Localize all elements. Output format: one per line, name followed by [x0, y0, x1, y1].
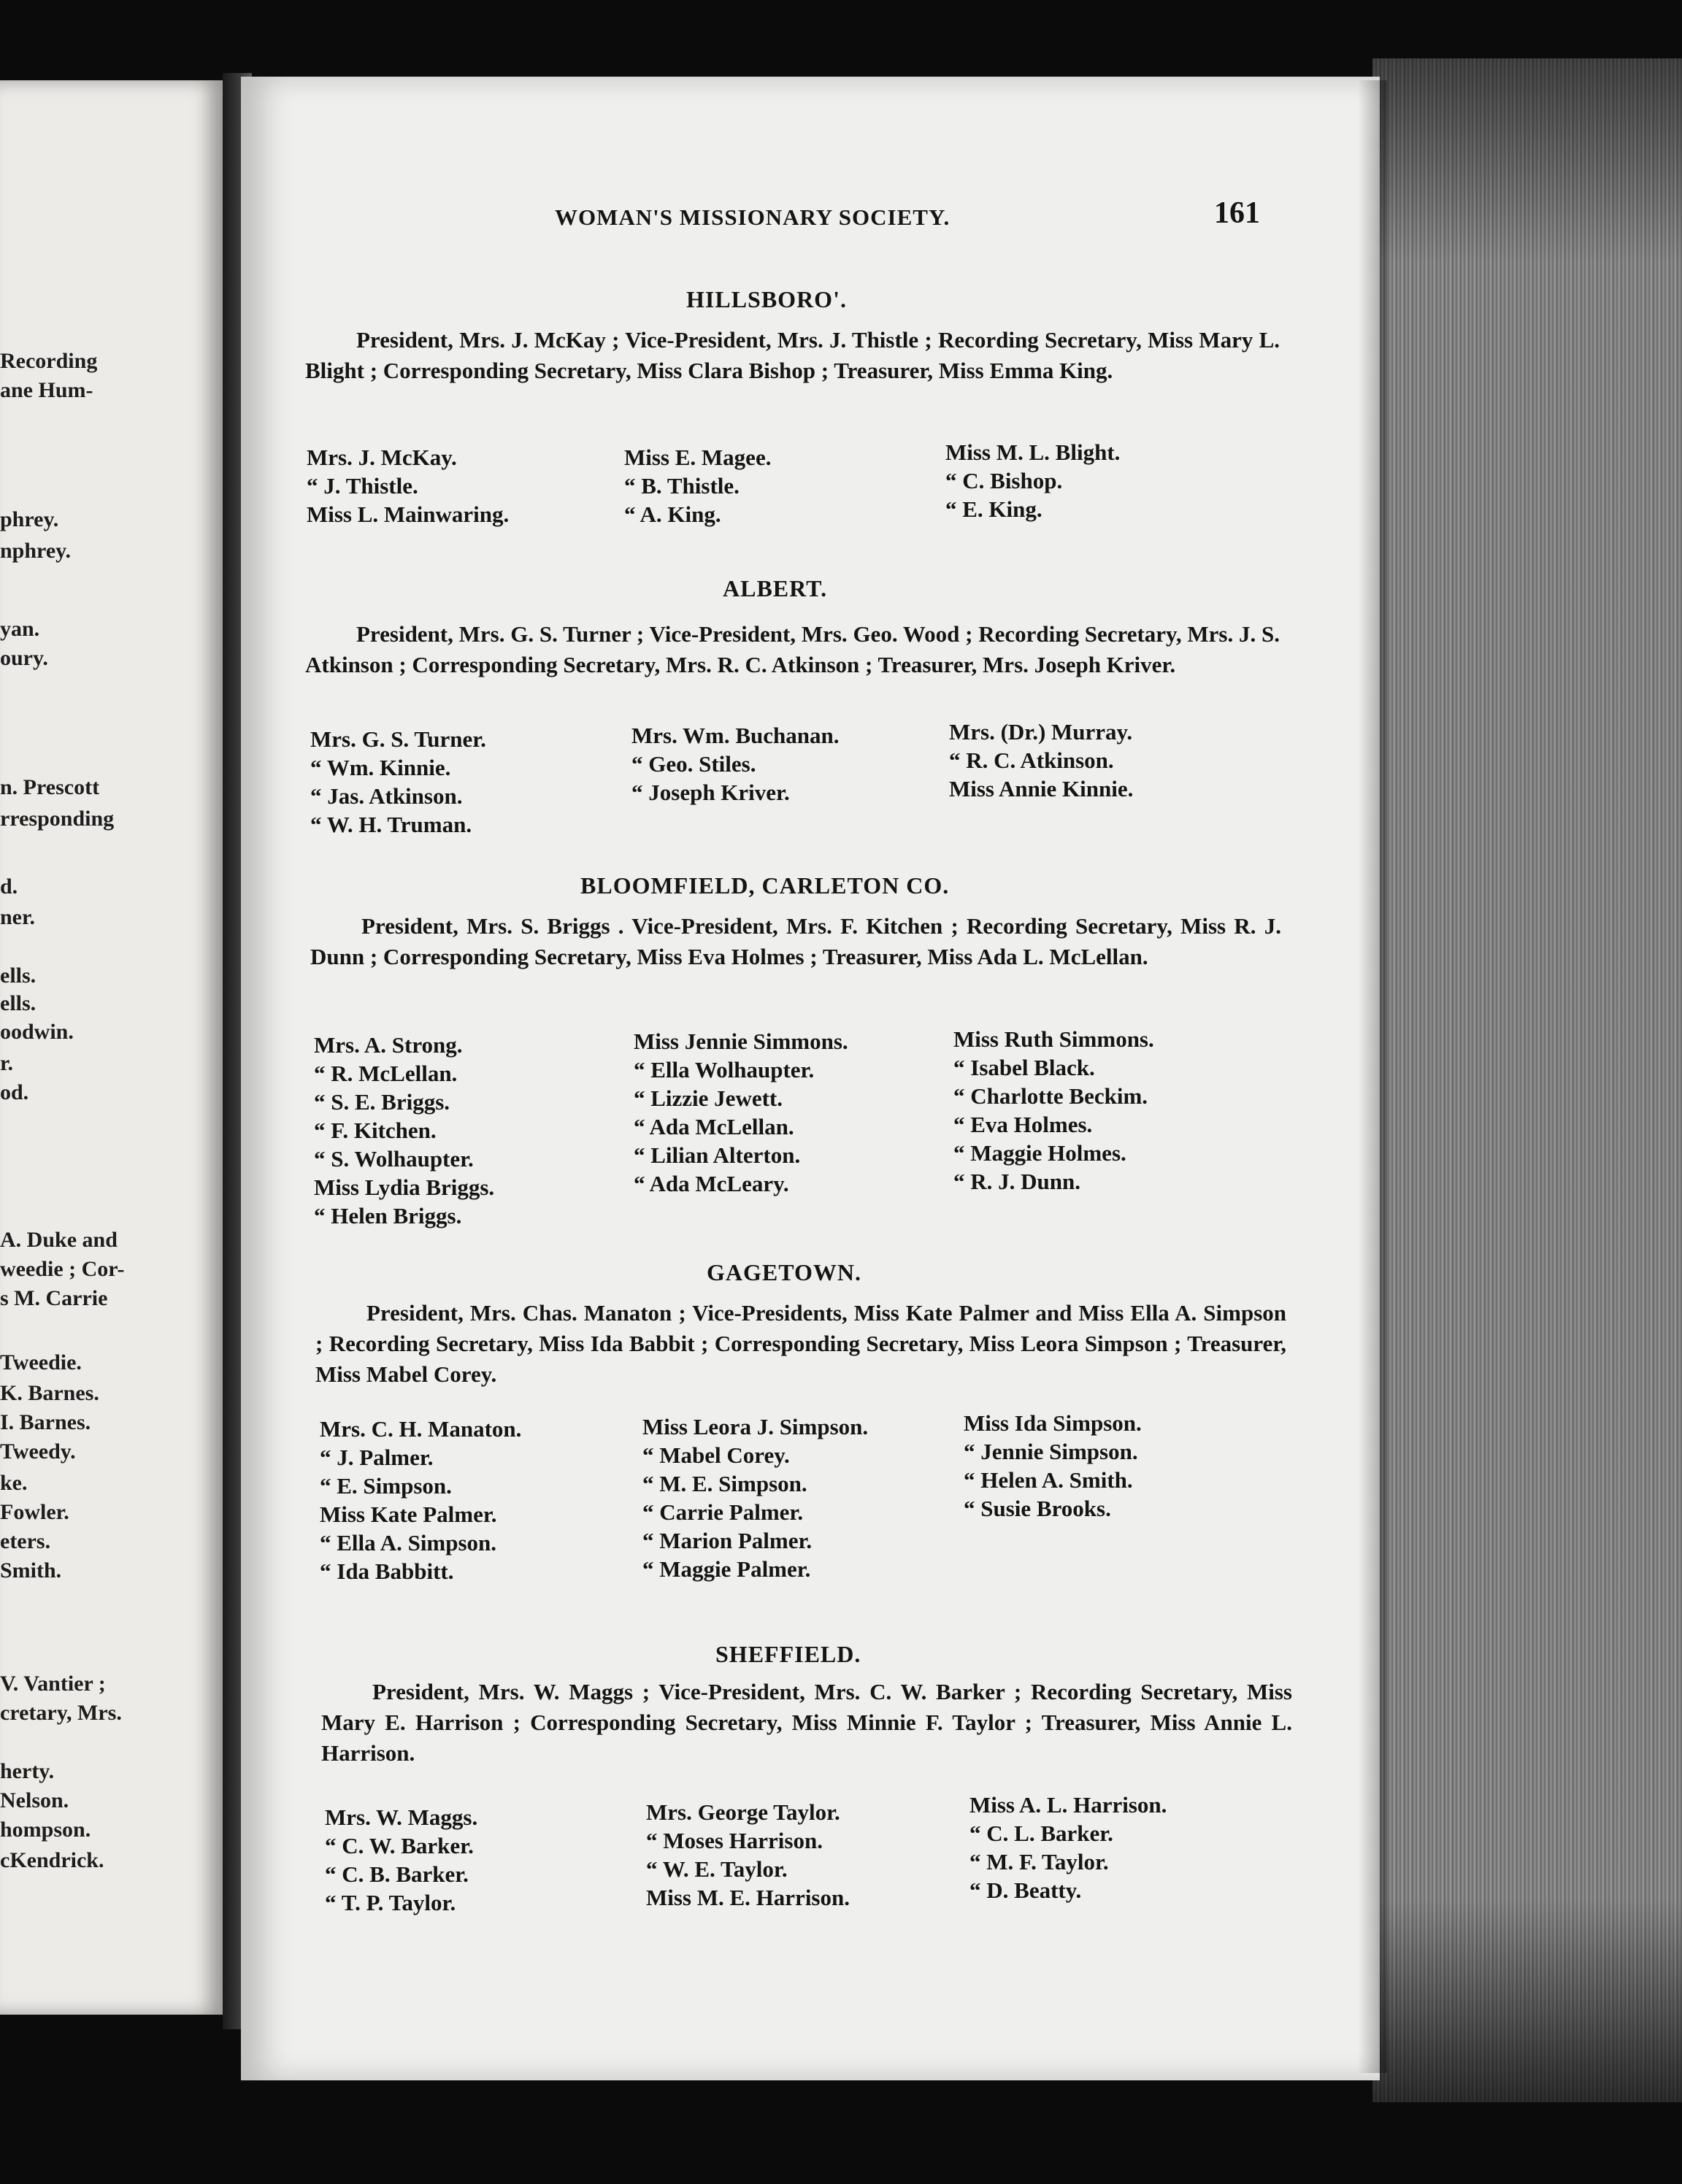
member-column	[969, 1791, 1167, 1904]
page-number: 161	[1214, 196, 1260, 230]
member-name: “ Lilian Alterton.	[634, 1142, 801, 1168]
left-fragment: Fowler.	[0, 1500, 69, 1524]
member-name: Miss M. E. Harrison.	[646, 1885, 850, 1910]
member-column	[325, 1803, 477, 1917]
member-name: “ E. Simpson.	[320, 1473, 452, 1499]
member-name: “ Maggie Palmer.	[642, 1556, 811, 1582]
left-fragment: Nelson.	[0, 1788, 69, 1812]
left-fragment: weedie ; Cor-	[0, 1257, 125, 1281]
member-name: “ Susie Brooks.	[964, 1496, 1111, 1521]
member-name: “ Isabel Black.	[953, 1055, 1095, 1080]
member-name: Miss M. L. Blight.	[945, 439, 1121, 465]
member-name: “ F. Kitchen.	[314, 1118, 437, 1143]
member-name: “ Ella Wolhaupter.	[634, 1057, 815, 1083]
member-column	[646, 1798, 850, 1912]
member-name: “ Ada McLeary.	[634, 1171, 789, 1196]
member-name: Miss Jennie Simmons.	[634, 1028, 848, 1054]
member-name: “ Eva Holmes.	[953, 1112, 1093, 1137]
member-name: “ B. Thistle.	[624, 473, 740, 499]
member-name: “ C. B. Barker.	[325, 1861, 469, 1887]
running-head: WOMAN'S MISSIONARY SOCIETY.	[555, 204, 951, 230]
member-name: “ C. W. Barker.	[325, 1833, 474, 1858]
member-name: Mrs. C. H. Manaton.	[320, 1416, 522, 1442]
member-column	[634, 1027, 848, 1198]
page-edge-shadow	[1358, 80, 1387, 2073]
member-column	[314, 1031, 494, 1230]
member-name: “ T. P. Taylor.	[325, 1890, 456, 1915]
member-name: “ C. L. Barker.	[969, 1820, 1113, 1846]
member-name: “ Charlotte Beckim.	[953, 1083, 1148, 1109]
member-name: Miss Leora J. Simpson.	[642, 1414, 869, 1439]
left-fragment: nphrey.	[0, 539, 71, 563]
member-name: “ Mabel Corey.	[642, 1442, 790, 1468]
officers-paragraph: President, Mrs. W. Maggs ; Vice-President, Mrs. C. W. Barker ; Recording Secretary, Miss Mary E. Harrison ; Corresponding Secretary, Miss Minnie F. Taylor ; Treasurer, Miss Annie L. Harrison.	[321, 1679, 1292, 1766]
member-column	[631, 721, 840, 807]
member-column	[624, 443, 771, 528]
member-name: Mrs. A. Strong.	[314, 1032, 463, 1058]
member-name: Miss L. Mainwaring.	[307, 501, 510, 527]
member-name: “ J. Thistle.	[307, 473, 418, 499]
member-name: “ W. H. Truman.	[310, 812, 472, 837]
member-name: Mrs. (Dr.) Murray.	[949, 719, 1133, 745]
section-title: HILLSBORO'.	[686, 286, 847, 312]
member-name: “ Geo. Stiles.	[631, 751, 756, 777]
member-column	[949, 718, 1133, 803]
book-page-edges	[1372, 58, 1682, 2102]
left-fragment: Tweedy.	[0, 1439, 76, 1464]
left-fragment: d.	[0, 874, 18, 899]
member-name: “ R. J. Dunn.	[953, 1169, 1080, 1194]
left-fragment: n. Prescott	[0, 775, 100, 799]
member-name: Miss Annie Kinnie.	[949, 776, 1134, 801]
member-column	[310, 725, 486, 839]
left-fragment: cKendrick.	[0, 1848, 104, 1872]
left-fragment: ells.	[0, 964, 37, 988]
member-column	[307, 443, 509, 528]
left-fragment: ells.	[0, 991, 37, 1015]
member-name: “ Carrie Palmer.	[642, 1499, 804, 1525]
left-fragment: oodwin.	[0, 1020, 74, 1044]
section-title: BLOOMFIELD, CARLETON CO.	[580, 872, 950, 899]
member-name: “ C. Bishop.	[945, 468, 1063, 493]
member-name: Miss Lydia Briggs.	[314, 1174, 495, 1200]
left-facing-page	[0, 80, 223, 2015]
member-name: “ E. King.	[945, 496, 1042, 522]
member-name: “ Joseph Kriver.	[631, 780, 790, 805]
officers-paragraph: President, Mrs. S. Briggs . Vice-President, Mrs. F. Kitchen ; Recording Secretary, Miss R. J. Dunn ; Corresponding Secretary, Miss Eva Holmes ; Treasurer, Miss Ada L. McLellan.	[310, 913, 1281, 969]
member-name: “ M. F. Taylor.	[969, 1849, 1109, 1875]
member-name: Mrs. J. McKay.	[307, 445, 457, 470]
left-fragment: Smith.	[0, 1558, 62, 1583]
officers-paragraph: President, Mrs. Chas. Manaton ; Vice-Presidents, Miss Kate Palmer and Miss Ella A. Simpson ; Recording Secretary, Miss Ida Babbit ; Corresponding Secretary, Miss Leora Simpson ; Treasurer, Miss Mabel Corey.	[315, 1300, 1286, 1387]
member-name: “ M. E. Simpson.	[642, 1471, 807, 1496]
member-name: Mrs. G. S. Turner.	[310, 726, 486, 752]
left-fragment: s M. Carrie	[0, 1286, 108, 1310]
left-fragment: cretary, Mrs.	[0, 1701, 122, 1725]
member-name: “ R. McLellan.	[314, 1061, 458, 1086]
member-name: Miss Ida Simpson.	[964, 1410, 1142, 1436]
member-name: “ S. E. Briggs.	[314, 1089, 450, 1115]
member-name: “ D. Beatty.	[969, 1877, 1082, 1903]
left-fragment: od.	[0, 1080, 29, 1104]
left-fragment: A. Duke and	[0, 1228, 118, 1252]
left-fragment: hompson.	[0, 1818, 91, 1842]
member-name: Miss E. Magee.	[624, 445, 772, 470]
member-name: Miss Kate Palmer.	[320, 1502, 497, 1527]
member-column	[945, 438, 1120, 523]
member-name: Mrs. George Taylor.	[646, 1799, 840, 1825]
member-name: “ Marion Palmer.	[642, 1528, 813, 1553]
left-fragment: ner.	[0, 905, 36, 929]
left-fragment: Tweedie.	[0, 1350, 82, 1374]
member-name: “ Moses Harrison.	[646, 1828, 823, 1853]
section-title: GAGETOWN.	[707, 1259, 861, 1285]
left-fragment: eters.	[0, 1529, 51, 1553]
left-fragment: I. Barnes.	[0, 1410, 91, 1434]
left-fragment: rresponding	[0, 807, 115, 831]
left-fragment: Recording	[0, 349, 98, 373]
member-name: “ A. King.	[624, 501, 721, 527]
left-fragment: r.	[0, 1051, 14, 1075]
section-title: ALBERT.	[723, 575, 828, 601]
member-name: “ J. Palmer.	[320, 1445, 434, 1470]
member-name: “ Helen A. Smith.	[964, 1467, 1133, 1493]
member-name: “ Ella A. Simpson.	[320, 1530, 497, 1556]
left-fragment: oury.	[0, 646, 48, 670]
left-fragment: herty.	[0, 1759, 55, 1783]
left-fragment: K. Barnes.	[0, 1381, 99, 1405]
left-fragment: ane Hum-	[0, 378, 93, 402]
left-fragment: yan.	[0, 617, 40, 641]
member-name: “ R. C. Atkinson.	[949, 747, 1114, 773]
left-fragment: phrey.	[0, 507, 59, 531]
member-name: Miss A. L. Harrison.	[969, 1792, 1167, 1818]
member-column	[642, 1412, 868, 1583]
member-name: “ Maggie Holmes.	[953, 1140, 1126, 1166]
member-name: “ Helen Briggs.	[314, 1203, 462, 1228]
member-column	[953, 1025, 1154, 1196]
member-name: “ Jennie Simpson.	[964, 1439, 1138, 1464]
member-name: Mrs. Wm. Buchanan.	[631, 723, 840, 748]
member-name: “ Ida Babbitt.	[320, 1558, 454, 1584]
officers-paragraph: President, Mrs. G. S. Turner ; Vice-President, Mrs. Geo. Wood ; Recording Secretary, Mrs. J. S. Atkinson ; Corresponding Secretary, Mrs. R. C. Atkinson ; Treasurer, Mrs. Joseph Kriver.	[305, 621, 1280, 677]
officers-paragraph: President, Mrs. J. McKay ; Vice-President, Mrs. J. Thistle ; Recording Secretary, Miss Mary L. Blight ; Corresponding Secretary, Miss Clara Bishop ; Treasurer, Miss Emma King.	[305, 327, 1280, 383]
member-column	[320, 1415, 521, 1585]
member-column	[964, 1409, 1142, 1523]
member-name: “ W. E. Taylor.	[646, 1856, 788, 1882]
member-name: “ Lizzie Jewett.	[634, 1085, 783, 1111]
member-name: “ Jas. Atkinson.	[310, 783, 463, 809]
left-fragment: V. Vantier ;	[0, 1672, 106, 1696]
member-name: “ Wm. Kinnie.	[310, 755, 451, 780]
left-fragment: ke.	[0, 1471, 28, 1495]
member-name: Mrs. W. Maggs.	[325, 1804, 478, 1830]
member-name: “ S. Wolhaupter.	[314, 1146, 474, 1172]
section-title: SHEFFIELD.	[715, 1641, 861, 1667]
member-name: Miss Ruth Simmons.	[953, 1026, 1154, 1052]
member-name: “ Ada McLellan.	[634, 1114, 794, 1139]
